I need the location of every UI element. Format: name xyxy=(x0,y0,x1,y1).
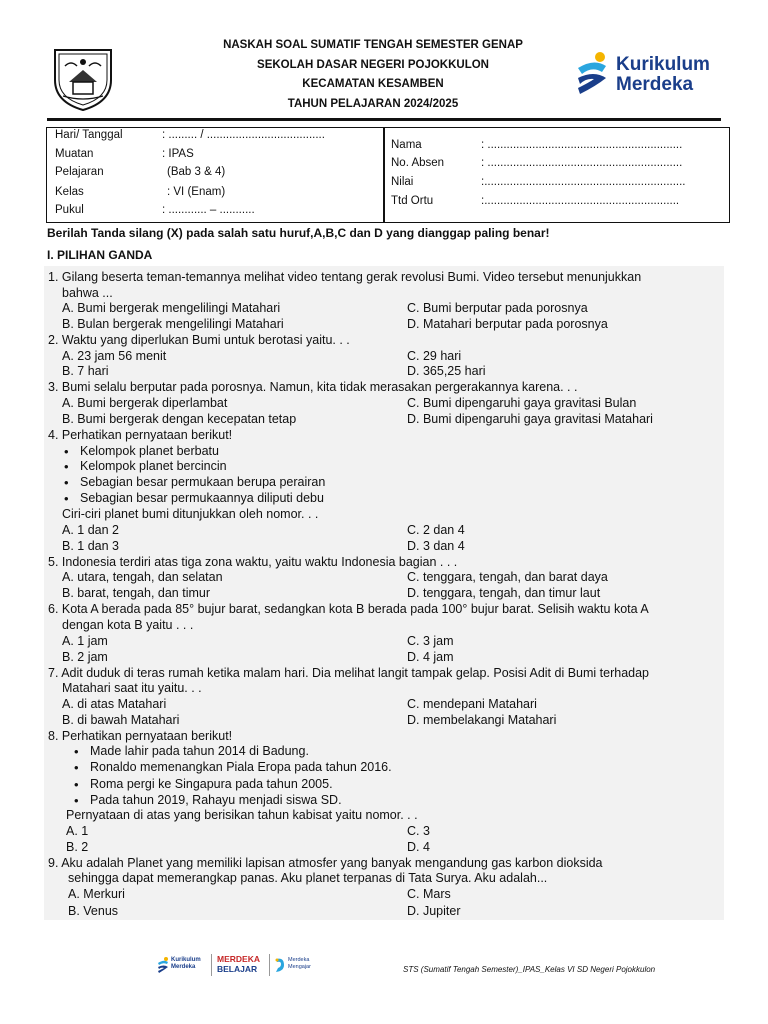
q5-option-c[interactable]: C. tenggara, tengah, dan barat daya xyxy=(407,570,608,584)
section-title: I. PILIHAN GANDA xyxy=(47,248,153,262)
lesson-value: (Bab 3 & 4) xyxy=(167,166,226,178)
q8-option-d[interactable]: D. 4 xyxy=(407,840,430,854)
q2-option-a[interactable]: A. 23 jam 56 menit xyxy=(62,349,167,363)
absen-field[interactable]: : ............................................................. xyxy=(481,157,683,169)
q3-option-c[interactable]: C. Bumi dipengaruhi gaya gravitasi Bulan xyxy=(407,396,637,410)
q3-option-d[interactable]: D. Bumi dipengaruhi gaya gravitasi Matahari xyxy=(407,412,653,426)
q8-statement-4: • Pada tahun 2019, Rahayu menjadi siswa SD. xyxy=(90,793,342,808)
q4-option-d[interactable]: D. 3 dan 4 xyxy=(407,539,465,553)
footer-km-word1: Kurikulum xyxy=(171,957,201,963)
footer-logos xyxy=(156,954,336,978)
q2-option-b[interactable]: B. 7 hari xyxy=(62,364,109,378)
q9-option-a[interactable]: A. Merkuri xyxy=(68,887,125,901)
q1-option-a[interactable]: A. Bumi bergerak mengelilingi Matahari xyxy=(62,301,281,315)
instruction-text: Berilah Tanda silang (X) pada salah satu huruf,A,B,C dan D yang dianggap paling benar! xyxy=(47,226,550,240)
info-table-divider xyxy=(383,128,385,222)
merdeka-belajar-word2: BELAJAR xyxy=(217,964,258,974)
subject-value: : IPAS xyxy=(162,148,194,160)
q1-option-b[interactable]: B. Bulan bergerak mengelilingi Matahari xyxy=(62,317,284,331)
parent-signature-field[interactable]: :............................................................. xyxy=(481,195,680,207)
merdeka-mengajar-logo xyxy=(288,957,311,971)
q4-statement-2: • Kelompok planet bercincin xyxy=(80,459,227,474)
q2-option-d[interactable]: D. 365,25 hari xyxy=(407,364,486,378)
q4-option-a[interactable]: A. 1 dan 2 xyxy=(62,523,119,537)
student-info-table xyxy=(46,127,730,223)
info-label: Hari/ Tanggal xyxy=(55,129,123,141)
info-label: No. Absen xyxy=(391,157,445,169)
footer-km-word2: Merdeka xyxy=(171,964,196,970)
q1-option-d[interactable]: D. Matahari berputar pada porosnya xyxy=(407,317,608,331)
info-label: Pukul xyxy=(55,204,84,216)
q8-stem: 8. Perhatikan pernyataan berikut! xyxy=(48,729,233,743)
q7-stem: 7. Adit duduk di teras rumah ketika malam hari. Dia melihat langit tampak gelap. Posisi Adit di Bumi terhadap xyxy=(48,666,650,680)
school-name: SEKOLAH DASAR NEGERI POJOKKULON xyxy=(257,58,489,71)
q9-option-d[interactable]: D. Jupiter xyxy=(407,904,461,918)
district-name: KECAMATAN KESAMBEN xyxy=(302,78,444,90)
questions-area xyxy=(44,266,724,920)
q7-option-b[interactable]: B. di bawah Matahari xyxy=(62,713,180,727)
q6-option-b[interactable]: B. 2 jam xyxy=(62,650,108,664)
q2-option-c[interactable]: C. 29 hari xyxy=(407,349,462,363)
q5-option-a[interactable]: A. utara, tengah, dan selatan xyxy=(62,570,223,584)
time-field[interactable]: : ............ – ........... xyxy=(162,204,255,216)
q6-stem: 6. Kota A berada pada 85° bujur barat, sedangkan kota B berada pada 100° bujur barat. Selisih waktu kota A xyxy=(48,602,649,616)
q7-option-a[interactable]: A. di atas Matahari xyxy=(62,697,167,711)
q7-option-d[interactable]: D. membelakangi Matahari xyxy=(407,713,557,727)
score-field[interactable]: :............................................................... xyxy=(481,176,686,188)
q3-stem: 3. Bumi selalu berputar pada porosnya. Namun, kita tidak merasakan pergerakannya karena. . . xyxy=(48,380,578,394)
class-value: : VI (Enam) xyxy=(167,186,226,198)
footer-caption: STS (Sumatif Tengah Semester)_IPAS_Kelas VI SD Negeri Pojokkulon xyxy=(403,965,656,974)
q9-option-c[interactable]: C. Mars xyxy=(407,887,451,901)
name-field[interactable]: : ............................................................. xyxy=(481,139,683,151)
q5-option-d[interactable]: D. tenggara, tengah, dan timur laut xyxy=(407,586,601,600)
info-label: Nilai xyxy=(391,176,414,188)
q3-option-a[interactable]: A. Bumi bergerak diperlambat xyxy=(62,396,228,410)
merdeka-mengajar-word1: Merdeka xyxy=(288,957,310,963)
kurikulum-merdeka-mark-icon xyxy=(572,50,614,100)
footer-separator xyxy=(211,954,212,976)
info-label: Pelajaran xyxy=(55,166,104,178)
q9-option-b[interactable]: B. Venus xyxy=(68,904,119,918)
merdeka-mengajar-icon xyxy=(274,957,286,973)
q1-stem-cont: bahwa ... xyxy=(62,286,113,300)
q8-statement-3: • Roma pergi ke Singapura pada tahun 2005. xyxy=(90,777,333,792)
q9-stem: 9. Aku adalah Planet yang memiliki lapisan atmosfer yang banyak mengandung gas karbon dioksida xyxy=(48,856,603,870)
header-divider xyxy=(47,118,721,121)
q1-option-c[interactable]: C. Bumi berputar pada porosnya xyxy=(407,301,588,315)
q6-stem-cont: dengan kota B yaitu . . . xyxy=(62,618,194,632)
q4-statement-1: • Kelompok planet berbatu xyxy=(80,444,219,459)
q8-option-c[interactable]: C. 3 xyxy=(407,824,430,838)
academic-year: TAHUN PELAJARAN 2024/2025 xyxy=(287,97,459,110)
kurikulum-merdeka-logo xyxy=(572,50,732,100)
q9-stem-cont: sehingga dapat memerangkap panas. Aku planet terpanas di Tata Surya. Aku adalah... xyxy=(68,871,548,885)
logo-word-merdeka: Merdeka xyxy=(616,74,694,95)
q4-option-b[interactable]: B. 1 dan 3 xyxy=(62,539,119,553)
q5-option-b[interactable]: B. barat, tengah, dan timur xyxy=(62,586,211,600)
q6-option-c[interactable]: C. 3 jam xyxy=(407,634,454,648)
q6-option-d[interactable]: D. 4 jam xyxy=(407,650,454,664)
q8-statement-2: • Ronaldo memenangkan Piala Eropa pada tahun 2016. xyxy=(90,760,392,775)
q8-statement-1: • Made lahir pada tahun 2014 di Badung. xyxy=(90,744,309,759)
q8-option-b[interactable]: B. 2 xyxy=(66,840,89,854)
q5-stem: 5. Indonesia terdiri atas tiga zona waktu, yaitu waktu Indonesia bagian . . . xyxy=(48,555,458,569)
q3-option-b[interactable]: B. Bumi bergerak dengan kecepatan tetap xyxy=(62,412,297,426)
q4-option-c[interactable]: C. 2 dan 4 xyxy=(407,523,465,537)
footer-separator xyxy=(269,954,270,976)
info-label: Kelas xyxy=(55,186,84,198)
logo-word-kurikulum: Kurikulum xyxy=(616,54,710,75)
q7-stem-cont: Matahari saat itu yaitu. . . xyxy=(62,681,202,695)
exam-header xyxy=(180,36,566,114)
q8-option-a[interactable]: A. 1 xyxy=(66,824,89,838)
q6-option-a[interactable]: A. 1 jam xyxy=(62,634,108,648)
q8-question: Pernyataan di atas yang berisikan tahun kabisat yaitu nomor. . . xyxy=(66,808,418,822)
q4-statement-4: • Sebagian besar permukaannya diliputi debu xyxy=(80,491,324,506)
q4-stem: 4. Perhatikan pernyataan berikut! xyxy=(48,428,233,442)
merdeka-belajar-word1: MERDEKA xyxy=(217,954,260,964)
exam-title: NASKAH SOAL SUMATIF TENGAH SEMESTER GENAP xyxy=(223,39,523,51)
q2-stem: 2. Waktu yang diperlukan Bumi untuk berotasi yaitu. . . xyxy=(48,333,350,347)
date-field[interactable]: : ......... / ..................................... xyxy=(162,129,325,141)
info-label: Muatan xyxy=(55,148,94,160)
q1-stem: 1. Gilang beserta teman-temannya melihat video tentang gerak revolusi Bumi. Video tersebut menunjukkan xyxy=(48,270,642,284)
regency-crest-logo xyxy=(47,42,119,114)
q7-option-c[interactable]: C. mendepani Matahari xyxy=(407,697,537,711)
info-label: Nama xyxy=(391,139,422,151)
merdeka-belajar-logo xyxy=(217,954,260,974)
info-label: Ttd Ortu xyxy=(391,195,434,207)
kurikulum-merdeka-small-icon xyxy=(156,956,170,974)
merdeka-mengajar-word2: Mengajar xyxy=(288,964,311,970)
q4-statement-3: • Sebagian besar permukaan berupa perairan xyxy=(80,475,325,490)
q4-question: Ciri-ciri planet bumi ditunjukkan oleh nomor. . . xyxy=(62,507,319,521)
